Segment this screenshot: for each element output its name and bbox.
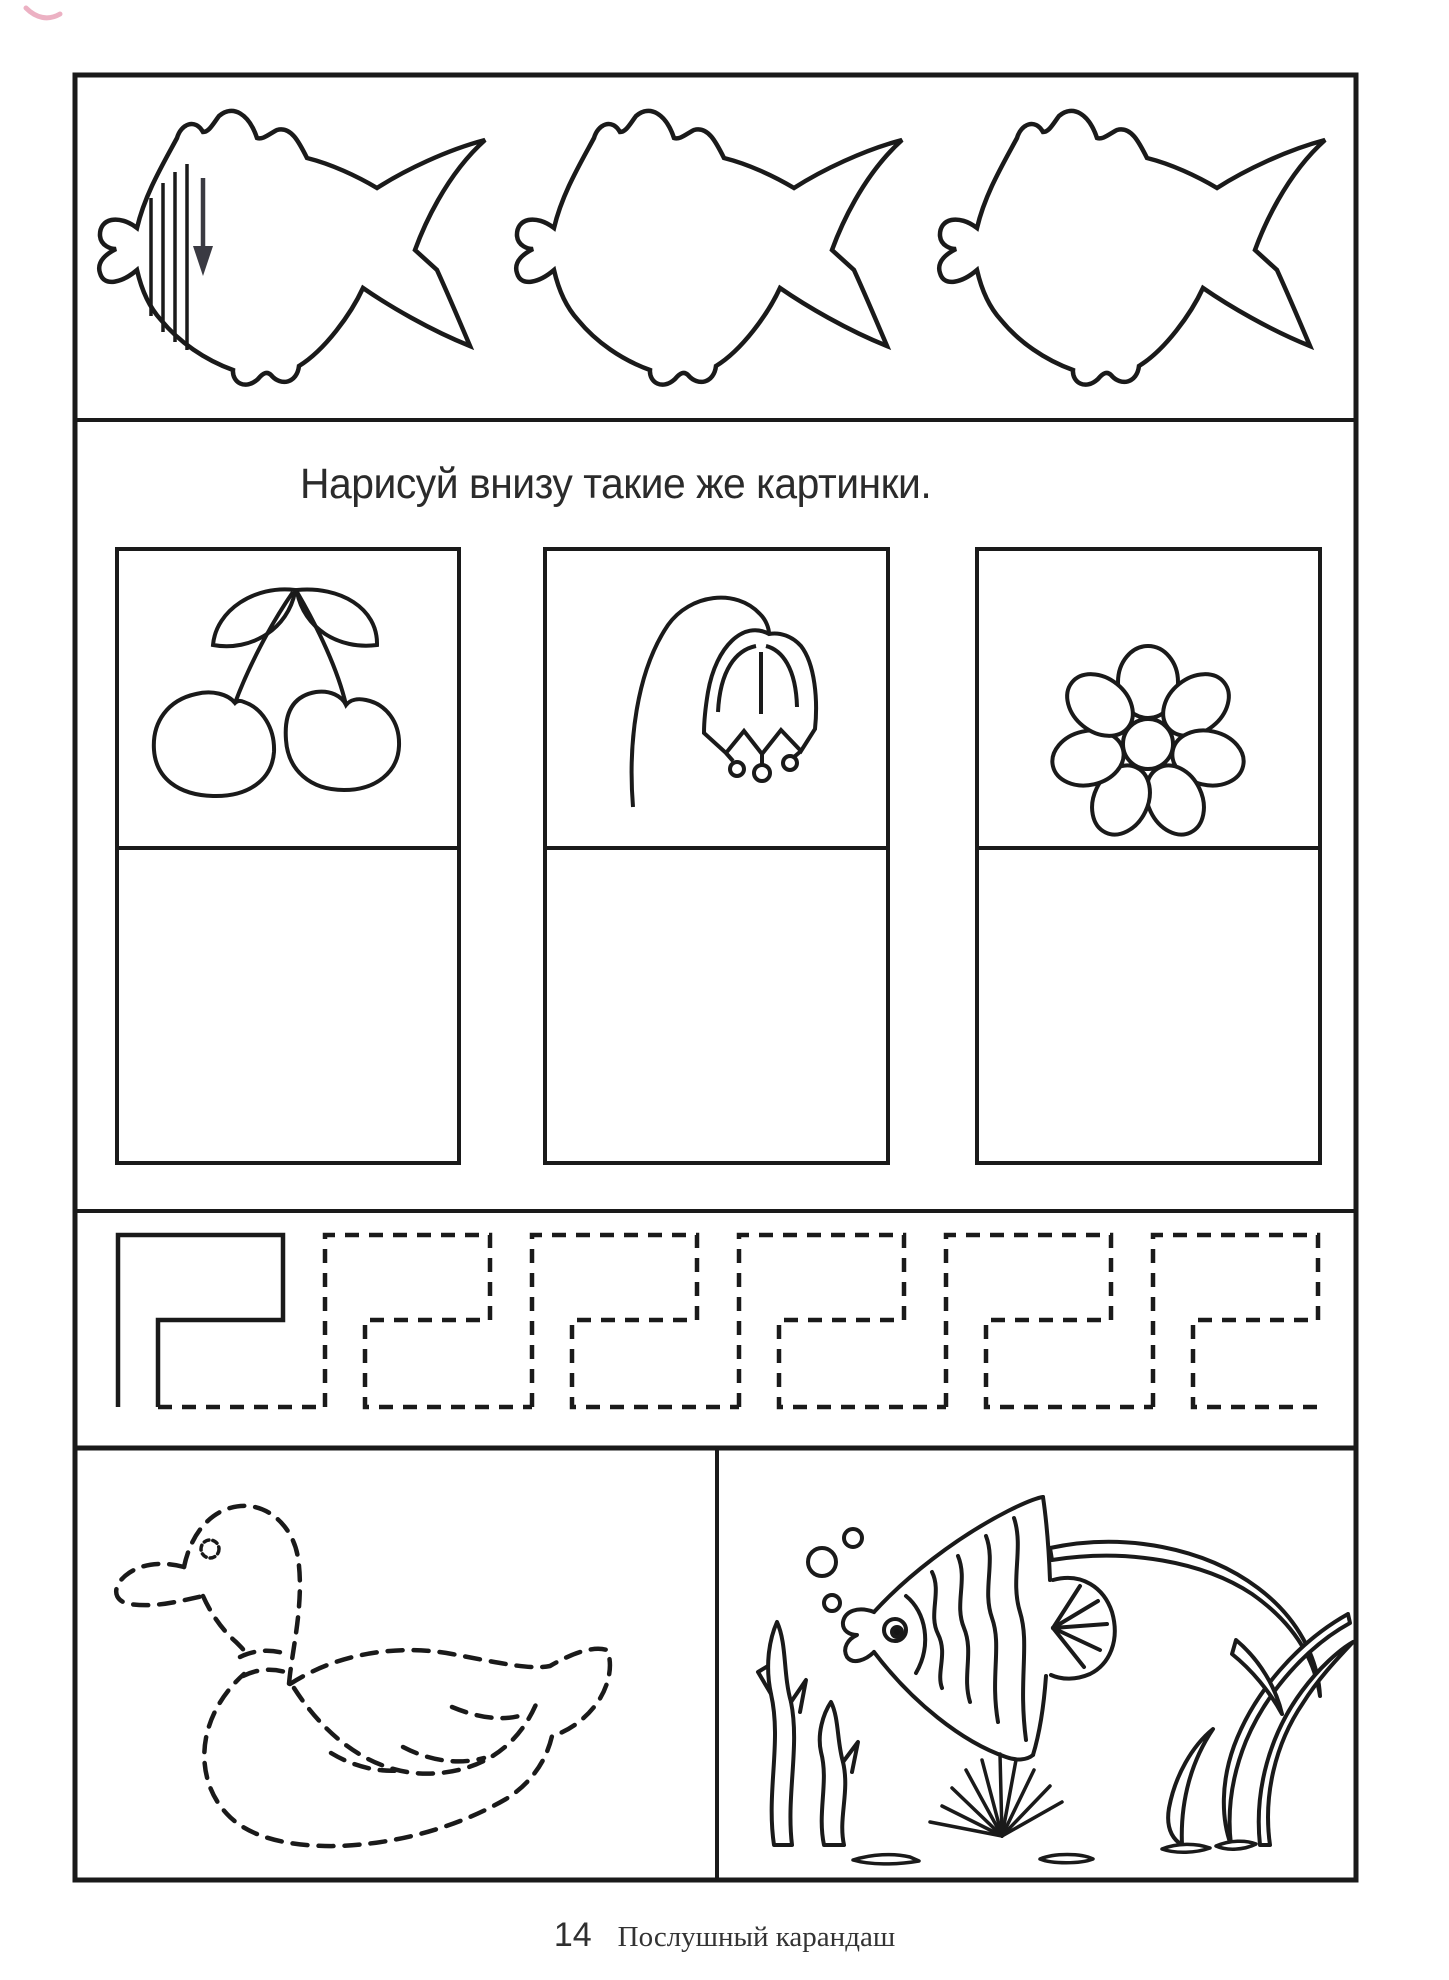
grass-tuft: [930, 1754, 1062, 1836]
angelfish: [843, 1497, 1115, 1759]
fish-row: [99, 111, 1325, 385]
fish-tail-fan: [1051, 1578, 1115, 1679]
angelfish-scene: [758, 1497, 1353, 1864]
fish-template-striped: [99, 111, 485, 385]
stroke-direction-arrow-icon: [193, 178, 213, 276]
cherries-drawing: [154, 589, 399, 796]
fish-outline-2: [516, 111, 902, 385]
bellflower-drawing: [632, 598, 816, 807]
copy-box-cherries: [117, 549, 459, 1163]
pattern-motif-solid-example: [118, 1235, 283, 1407]
pebbles: [853, 1841, 1256, 1864]
duck-wing: [294, 1688, 537, 1774]
fish-lips: [843, 1609, 874, 1661]
duck-tracing-drawing: [116, 1506, 610, 1846]
seaweed-left: [758, 1622, 858, 1845]
copy-box-flower: [977, 549, 1320, 1163]
shading-stripes: [151, 164, 187, 350]
book-title: Послушный карандаш: [617, 1921, 896, 1953]
copy-box-bellflower: [545, 549, 888, 1163]
copy-boxes: [117, 549, 1320, 1163]
duck-eye: [201, 1540, 219, 1558]
page-footer: [0, 1916, 1449, 1955]
flower-drawing: [1047, 646, 1249, 844]
instruction-title: Нарисуй внизу такие же картинки.: [300, 460, 932, 508]
bubbles: [808, 1529, 862, 1611]
fish-outline-3: [939, 111, 1325, 385]
page-number: 14: [553, 1916, 592, 1954]
pink-crayon-mark: [26, 8, 60, 18]
tracing-pattern: [118, 1235, 1322, 1407]
pattern-motifs-dashed: [158, 1235, 1322, 1407]
